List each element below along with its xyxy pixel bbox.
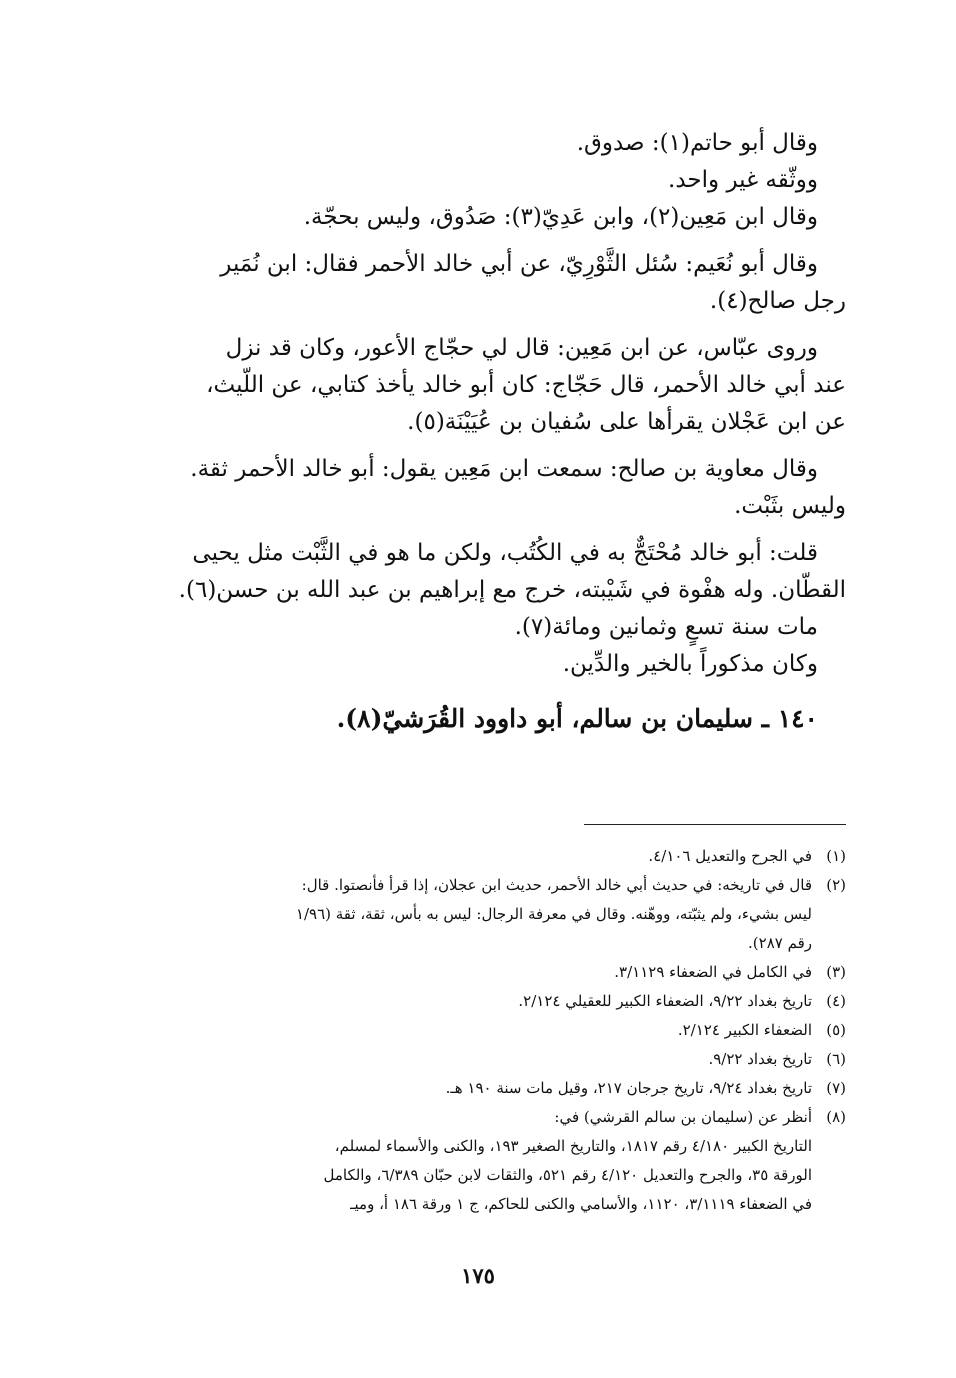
page-number: ١٧٥ [461,1263,495,1288]
text-line: رجل صالح(٤). [709,288,846,314]
footnote-separator [584,824,846,825]
footnote-line: الضعفاء الكبير ٢/١٢٤. [677,1021,812,1039]
footnote-line: أنظر عن (سليمان بن سالم القرشي) في: [554,1108,812,1126]
footnote-text [161,1074,812,1103]
entry-heading: ١٤٠ ـ سليمان بن سالم، أبو داوود القُرَشيّ(٨). [336,704,818,733]
text-line: القطّان. وله هفْوة في شَيْبته، خرج مع إبراهيم بن عبد الله بن حسن(٦). [178,577,846,603]
text-line: وقال ابن مَعِين(٢)، وابن عَدِيّ(٣): صَدُوق، وليس بحجّة. [303,204,818,230]
footnote-number: (٧) [826,1079,846,1097]
footnote-line: في الجرح والتعديل ٤/١٠٦. [648,847,812,865]
footnote-line: تاريخ بغداد ٩/٢٤، تاريخ جرجان ٢١٧، وقيل مات سنة ١٩٠ هـ. [445,1079,812,1097]
footnote-text [161,1045,812,1074]
footnote-line: قال في تاريخه: في حديث أبي خالد الأحمر، حديث ابن عجلان، إذا قرأ فأنصتوا. قال: [301,876,812,894]
footnote-number: (٨) [826,1108,846,1126]
text-line: وليس بثَبْت. [734,493,846,519]
text-line: ووثّقه غير واحد. [668,167,818,193]
text-line: وقال أبو حاتم(١): صدوق. [576,130,818,156]
text-line: وقال أبو نُعَيم: سُئل الثَّوْرِيّ، عن أبي خالد الأحمر فقال: ابن نُمَير [220,251,818,277]
footnote-number: (١) [826,847,846,865]
text-line: عن ابن عَجْلان يقرأها على سُفيان بن عُيَيْنَة(٥). [407,409,846,435]
footnote [161,1016,846,1045]
footnote-text [161,1103,812,1219]
footnote-text [161,987,812,1016]
footnote-text [161,958,812,987]
footnote-number: (٣) [826,963,846,981]
text-line: وكان مذكوراً بالخير والدِّين. [562,651,818,677]
text-line: وقال معاوية بن صالح: سمعت ابن مَعِين يقول: أبو خالد الأحمر ثقة. [190,456,818,482]
footnote [161,871,846,958]
main-text [161,125,846,739]
footnote-number: (٢) [826,876,846,894]
footnote [161,842,846,871]
text-line: قلت: أبو خالد مُحْتَجٌّ به في الكُتُب، ولكن ما هو في الثَّبْت مثل يحيى [192,540,818,566]
text-line: وروى عبّاس، عن ابن مَعِين: قال لي حجّاج الأعور، وكان قد نزل [225,335,818,361]
footnote-line: ليس بشيء، ولم يثبّته، ووهّنه. وقال في معرفة الرجال: ليس به بأس، ثقة، ثقة (١/٩٦ [295,905,812,923]
footnote-line: رقم ٢٨٧). [748,934,812,952]
footnotes [161,842,846,1219]
footnote-text [161,842,812,871]
footnote-number: (٥) [826,1021,846,1039]
text-line: عند أبي خالد الأحمر، قال حَجّاج: كان أبو خالد يأخذ كتابي، عن اللَّيث، [206,372,846,398]
footnote-number: (٤) [826,992,846,1010]
footnote-line: التاريخ الكبير ٤/١٨٠ رقم ١٨١٧، والتاريخ الصغير ١٩٣، والكنى والأسماء لمسلم، [334,1137,812,1155]
footnote [161,987,846,1016]
footnote-line: في الكامل في الضعفاء ٣/١١٢٩. [614,963,812,981]
footnote-number: (٦) [826,1050,846,1068]
text-line: مات سنة تسعٍ وثمانين ومائة(٧). [514,614,818,640]
footnote-text [161,871,812,958]
footnote-text [161,1016,812,1045]
footnote [161,958,846,987]
footnote-line: في الضعفاء ٣/١١١٩، ١١٢٠، والأسامي والكنى للحاكم، ج ١ ورقة ١٨٦ أ، وميـ [350,1195,812,1213]
footnote-line: الورقة ٣٥، والجرح والتعديل ٤/١٢٠ رقم ٥٢١، والثقات لابن حبّان ٦/٣٨٩، والكامل [323,1166,812,1184]
footnote [161,1074,846,1103]
footnote-line: تاريخ بغداد ٩/٢٢. [708,1050,812,1068]
footnote [161,1045,846,1074]
footnote-line: تاريخ بغداد ٩/٢٢، الضعفاء الكبير للعقيلي ٢/١٢٤. [518,992,812,1010]
footnote [161,1103,846,1219]
